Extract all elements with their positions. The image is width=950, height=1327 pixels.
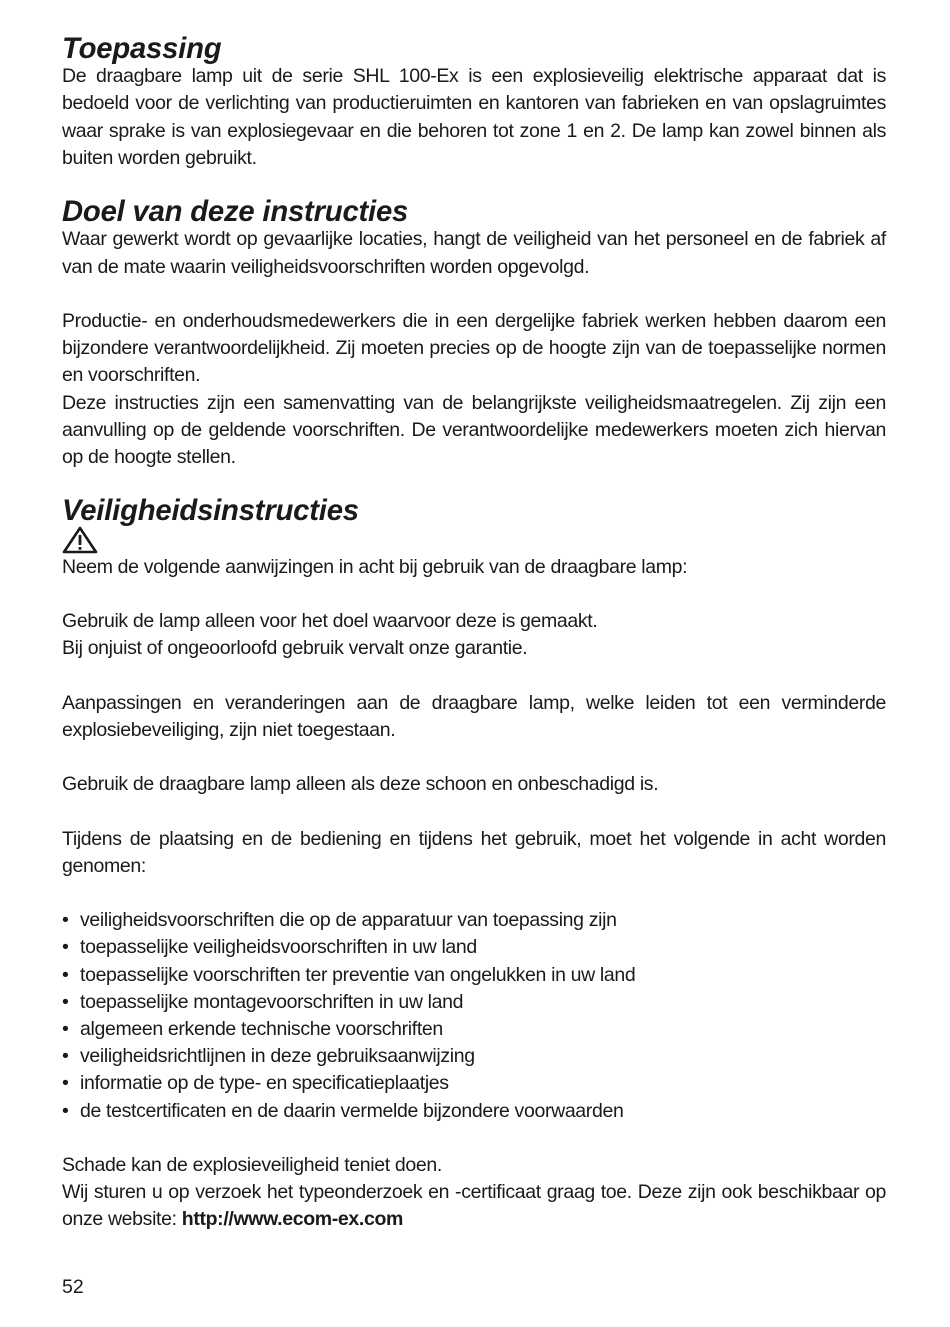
paragraph-doel-1: Waar gewerkt wordt op gevaarlijke locaties, hangt de veiligheid van het personeel en de fabriek af van de mate waarin veiligheidsvoorschriften worden opgevolgd.	[62, 228, 886, 278]
safety-bullet-list	[62, 907, 886, 1125]
list-item: • toepasselijke voorschriften ter preventie van ongelukken in uw land	[62, 963, 636, 986]
heading-doel: Doel van deze instructies	[62, 196, 409, 229]
paragraph-doel-2: Productie- en onderhoudsmedewerkers die in een dergelijke fabriek werken hebben daarom een bijzondere verantwoordelijkheid. Zij moeten precies op de hoogte zijn van de toepasselijke normen en voorschriften.	[62, 310, 886, 387]
list-item: • veiligheidsvoorschriften die op de apparatuur van toepassing zijn	[62, 909, 617, 932]
paragraph-veiligheid-intro: Neem de volgende aanwijzingen in acht bij gebruik van de draagbare lamp:	[62, 555, 688, 578]
paragraph-damage: Schade kan de explosieveiligheid teniet doen.	[62, 1153, 442, 1176]
heading-veiligheid: Veiligheidsinstructies	[62, 495, 359, 528]
paragraph-use-1: Gebruik de lamp alleen voor het doel waarvoor deze is gemaakt.	[62, 610, 598, 632]
website-link[interactable]: http://www.ecom-ex.com	[181, 1208, 404, 1231]
list-item: • toepasselijke veiligheidsvoorschriften in uw land	[62, 936, 477, 959]
page-number: 52	[62, 1276, 84, 1298]
heading-toepassing: Toepassing	[62, 33, 222, 65]
list-item: • veiligheidsrichtlijnen in deze gebruiksaanwijzing	[62, 1045, 475, 1068]
list-item: • algemeen erkende technische voorschriften	[62, 1017, 443, 1040]
paragraph-toepassing: De draagbare lamp uit de serie SHL 100-Ex is een explosieveilig elektrische apparaat dat is bedoeld voor de verlichting van productieruimten en kantoren van fabrieken en van opslagruimtes waar sprake is van explosiegevaar en die behoren tot zone 1 en 2. De lamp kan zowel binnen als buiten worden gebruikt.	[62, 65, 886, 169]
warning-triangle-icon	[62, 526, 98, 554]
paragraph-during-use: Tijdens de plaatsing en de bediening en tijdens het gebruik, moet het volgende in acht worden genomen:	[62, 827, 886, 877]
paragraph-doel-3: Deze instructies zijn een samenvatting van de belangrijkste veiligheidsmaatregelen. Zij zijn een aanvulling op de geldende voorschriften. De verantwoordelijke medewerkers moeten zich hiervan op de hoogte stellen.	[62, 391, 886, 469]
paragraph-modifications: Aanpassingen en veranderingen aan de draagbare lamp, welke leiden tot een verminderde explosiebeveiliging, zijn niet toegestaan.	[62, 691, 886, 741]
document-page	[62, 33, 886, 1234]
paragraph-use-2: Bij onjuist of ongeoorloofd gebruik vervalt onze garantie.	[62, 637, 528, 660]
paragraph-request: Wij sturen u op verzoek het typeonderzoek en -certificaat graag toe. Deze zijn ook beschikbaar op onze website: http://www.ecom-ex.com	[62, 1181, 886, 1231]
list-item: • toepasselijke montagevoorschriften in uw land	[62, 990, 464, 1013]
paragraph-clean: Gebruik de draagbare lamp alleen als deze schoon en onbeschadigd is.	[62, 773, 659, 796]
list-item: • informatie op de type- en specificatieplaatjes	[62, 1072, 449, 1095]
list-item: • de testcertificaten en de daarin vermelde bijzondere voorwaarden	[62, 1099, 624, 1122]
